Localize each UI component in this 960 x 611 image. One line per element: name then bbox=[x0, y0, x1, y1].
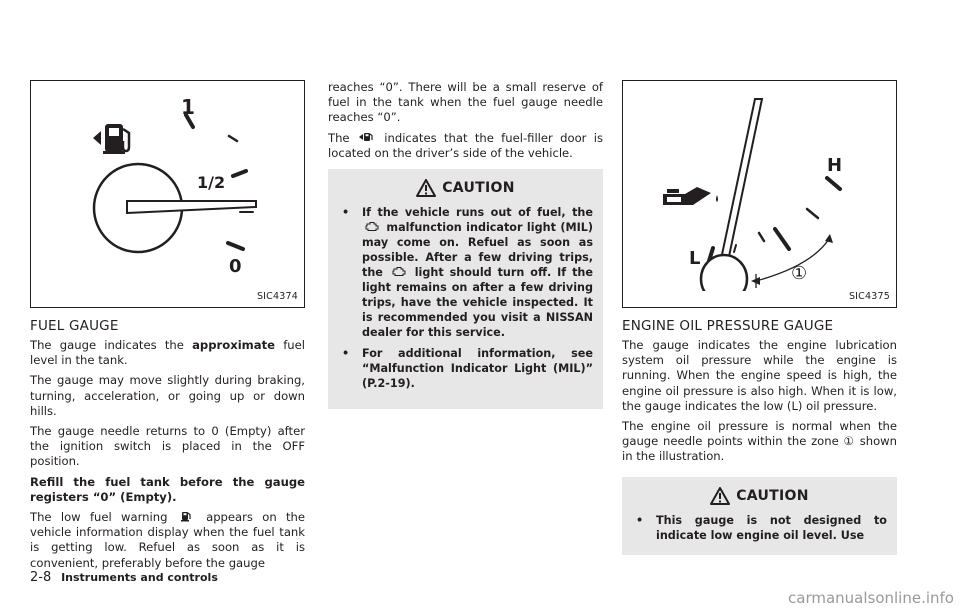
paragraph: The low fuel warning appears on the vehicle information display when the fuel tank is getting low. Refuel as soon as it is convenient, preferably before the gauge bbox=[30, 510, 306, 570]
oil-pressure-figure bbox=[622, 80, 897, 308]
gauge-needle bbox=[127, 201, 256, 213]
caution-item: • If the vehicle runs out of fuel, the malfunction indicator light (MIL) may come on. Refuel as soon as possible. After a few driving trips, the light should turn off. If the light remains on after a few driving trips, have the vehicle inspected. It is recommended you visit a NISSAN dealer for this service. bbox=[342, 206, 593, 340]
fuel-gauge-continued-column bbox=[328, 80, 603, 409]
malfunction-indicator-icon bbox=[364, 221, 380, 232]
figure-code: SIC4374 bbox=[256, 291, 298, 302]
page-number: 2-8 bbox=[30, 570, 52, 585]
fuel-pump-icon bbox=[93, 124, 129, 154]
paragraph: The gauge indicates the approximate fuel level in the tank. bbox=[30, 338, 305, 368]
oil-can-icon bbox=[663, 187, 718, 205]
warning-triangle-icon bbox=[710, 487, 730, 505]
fuel-gauge-figure bbox=[30, 80, 305, 308]
dial-label-half: 1/2 bbox=[197, 173, 226, 192]
tick bbox=[734, 245, 736, 252]
caution-box bbox=[622, 477, 897, 555]
oil-pressure-illustration bbox=[623, 81, 898, 309]
dial-label-empty: 0 bbox=[229, 256, 242, 277]
fuel-gauge-illustration bbox=[31, 81, 306, 309]
caution-box bbox=[328, 169, 603, 409]
dial-label-full: 1 bbox=[181, 95, 195, 119]
fuel-filler-side-icon bbox=[359, 132, 375, 143]
paragraph: The engine oil pressure is normal when the gauge needle points within the zone ① shown in the illustration. bbox=[622, 419, 897, 464]
caution-item: • This gauge is not designed to indicate low engine oil level. Use bbox=[636, 513, 887, 542]
section-name: Instruments and controls bbox=[61, 571, 218, 584]
section-heading: ENGINE OIL PRESSURE GAUGE bbox=[622, 318, 834, 334]
warning-triangle-icon bbox=[416, 179, 436, 197]
gauge-needle bbox=[720, 99, 762, 266]
paragraph: The gauge indicates the engine lubrication system oil pressure while the engine is running. When the engine speed is high, the engine oil pressure is also high. When it is low, the gauge indicates the low (L) oil pressure. bbox=[622, 338, 897, 413]
caution-title: CAUTION bbox=[442, 180, 515, 197]
paragraph: The gauge may move slightly during braking, turning, acceleration, or going up or down hills. bbox=[30, 373, 305, 418]
section-heading: FUEL GAUGE bbox=[30, 318, 119, 334]
dial-label-low: L bbox=[689, 248, 701, 269]
figure-code: SIC4375 bbox=[848, 291, 890, 302]
paragraph: The gauge needle returns to 0 (Empty) after the ignition switch is placed in the OFF position. bbox=[30, 424, 305, 469]
paragraph: reaches “0”. There will be a small reserve of fuel in the tank when the fuel gauge needle reaches “0”. bbox=[328, 80, 603, 125]
tick-mid bbox=[775, 229, 789, 249]
tick-three-quarter bbox=[229, 136, 237, 141]
watermark: carmanualsonline.info bbox=[788, 589, 954, 607]
zone-reference-symbol: ① bbox=[843, 434, 855, 449]
tick-empty bbox=[228, 243, 243, 249]
tick bbox=[759, 233, 764, 241]
fuel-gauge-column bbox=[30, 80, 305, 576]
oil-pressure-column bbox=[622, 80, 897, 555]
low-fuel-warning-icon bbox=[179, 511, 195, 522]
dial-label-high: H bbox=[827, 155, 843, 176]
caution-item: • For additional information, see “Malfunction Indicator Light (MIL)” (P.2-19). bbox=[342, 347, 593, 391]
page-footer bbox=[30, 570, 218, 585]
paragraph: The indicates that the fuel-filler door is located on the driver’s side of the vehicle. bbox=[328, 130, 604, 160]
tick-half bbox=[233, 171, 246, 176]
tick bbox=[807, 209, 818, 218]
malfunction-indicator-icon bbox=[391, 266, 407, 277]
caution-title: CAUTION bbox=[736, 487, 809, 504]
tick-high bbox=[827, 178, 840, 189]
zone-callout: ① bbox=[791, 263, 808, 284]
paragraph-bold: Refill the fuel tank before the gauge registers “0” (Empty). bbox=[30, 474, 305, 504]
